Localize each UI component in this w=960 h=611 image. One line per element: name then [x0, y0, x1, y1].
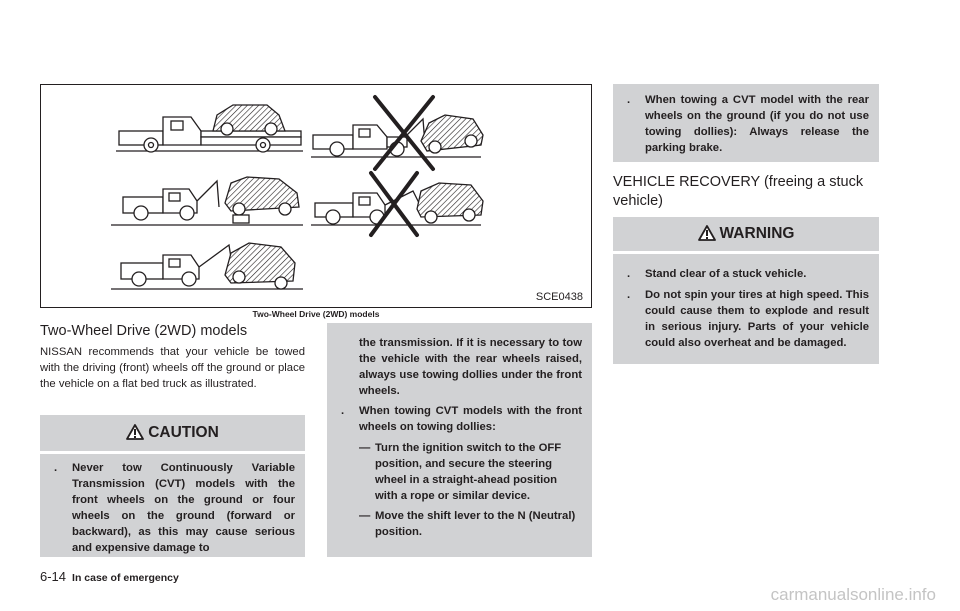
bullet-mark: . [627, 289, 631, 301]
warning-bullet-1-text: Stand clear of a stuck vehicle. [645, 268, 807, 280]
warning-header [613, 217, 879, 251]
body-paragraph: NISSAN recommends that your vehicle be towed with the driving (front) wheels off the ground or place the vehicle on a flat bed truck as illustrated. [40, 346, 305, 391]
watermark: carmanualsonline.info [770, 585, 936, 604]
warning-bullet-2-text: Do not spin your tires at high speed. This could cause them to explode and result in serious injury. Parts of your vehicle could also overheat and be damaged. [645, 289, 869, 349]
warning-bullet-2 [627, 287, 869, 351]
figure-code: SCE0438 [535, 291, 583, 303]
dash-mark: — [359, 442, 371, 454]
rear-wheel-bullet-text: When towing a CVT model with the rear wheels on the ground (if you do not use towing dollies): Always release the parking brake. [645, 94, 869, 154]
caution-bullet-text: Never tow Continuously Variable Transmission (CVT) models with the front wheels on the ground or four wheels on the ground (forward or backward), as this may cause serious and expensive damage to [72, 462, 295, 554]
figure-caption: Two-Wheel Drive (2WD) models [252, 309, 380, 319]
dash-item-1-text: Turn the ignition switch to the OFF position, and secure the steering wheel in a straight-ahead position with a rope or similar device. [375, 442, 562, 502]
warning-triangle-icon [698, 225, 716, 241]
section-name: In case of emergency [72, 572, 179, 584]
incorrect-tow-scene-2 [311, 183, 483, 225]
caution-title: CAUTION [148, 424, 219, 441]
warning-body [613, 254, 879, 364]
dash-item-1 [359, 440, 582, 504]
section-heading-2wd: Two-Wheel Drive (2WD) models [40, 323, 248, 339]
page-number: 6-14 [40, 569, 67, 584]
caution-continuation-right [613, 84, 879, 162]
bullet-mark: . [54, 462, 58, 474]
dash-item-2-text: Move the shift lever to the N (Neutral) position. [375, 510, 576, 538]
bullet-mark: . [627, 268, 631, 280]
wheel-lift-front-scene [111, 243, 303, 289]
bullet-mark: . [341, 405, 345, 417]
bullet-mark: . [627, 94, 631, 106]
dash-item-2 [359, 508, 582, 540]
towing-diagram [41, 85, 593, 309]
caution-bullet [54, 460, 295, 556]
warning-triangle-icon [126, 424, 144, 440]
caution-body [40, 454, 305, 557]
page-footer [40, 569, 179, 584]
dash-mark: — [359, 510, 371, 522]
rear-wheel-bullet [627, 92, 869, 156]
warning-bullet-1 [627, 266, 869, 282]
caution-continuation [327, 323, 592, 557]
warning-title: WARNING [719, 225, 795, 242]
towing-illustration [40, 84, 592, 308]
flatbed-scene [116, 105, 303, 152]
section-heading-recovery: VEHICLE RECOVERY (freeing a stuck vehicle) [613, 174, 864, 209]
dolly-bullet [341, 403, 582, 435]
caution-header [40, 415, 305, 451]
continuation-text: the transmission. If it is necessary to tow the vehicle with the rear wheels raised, always use towing dollies under the front wheels. [359, 337, 582, 397]
wheel-lift-dolly-scene [111, 177, 303, 225]
dolly-bullet-text: When towing CVT models with the front wheels on towing dollies: [359, 405, 582, 433]
